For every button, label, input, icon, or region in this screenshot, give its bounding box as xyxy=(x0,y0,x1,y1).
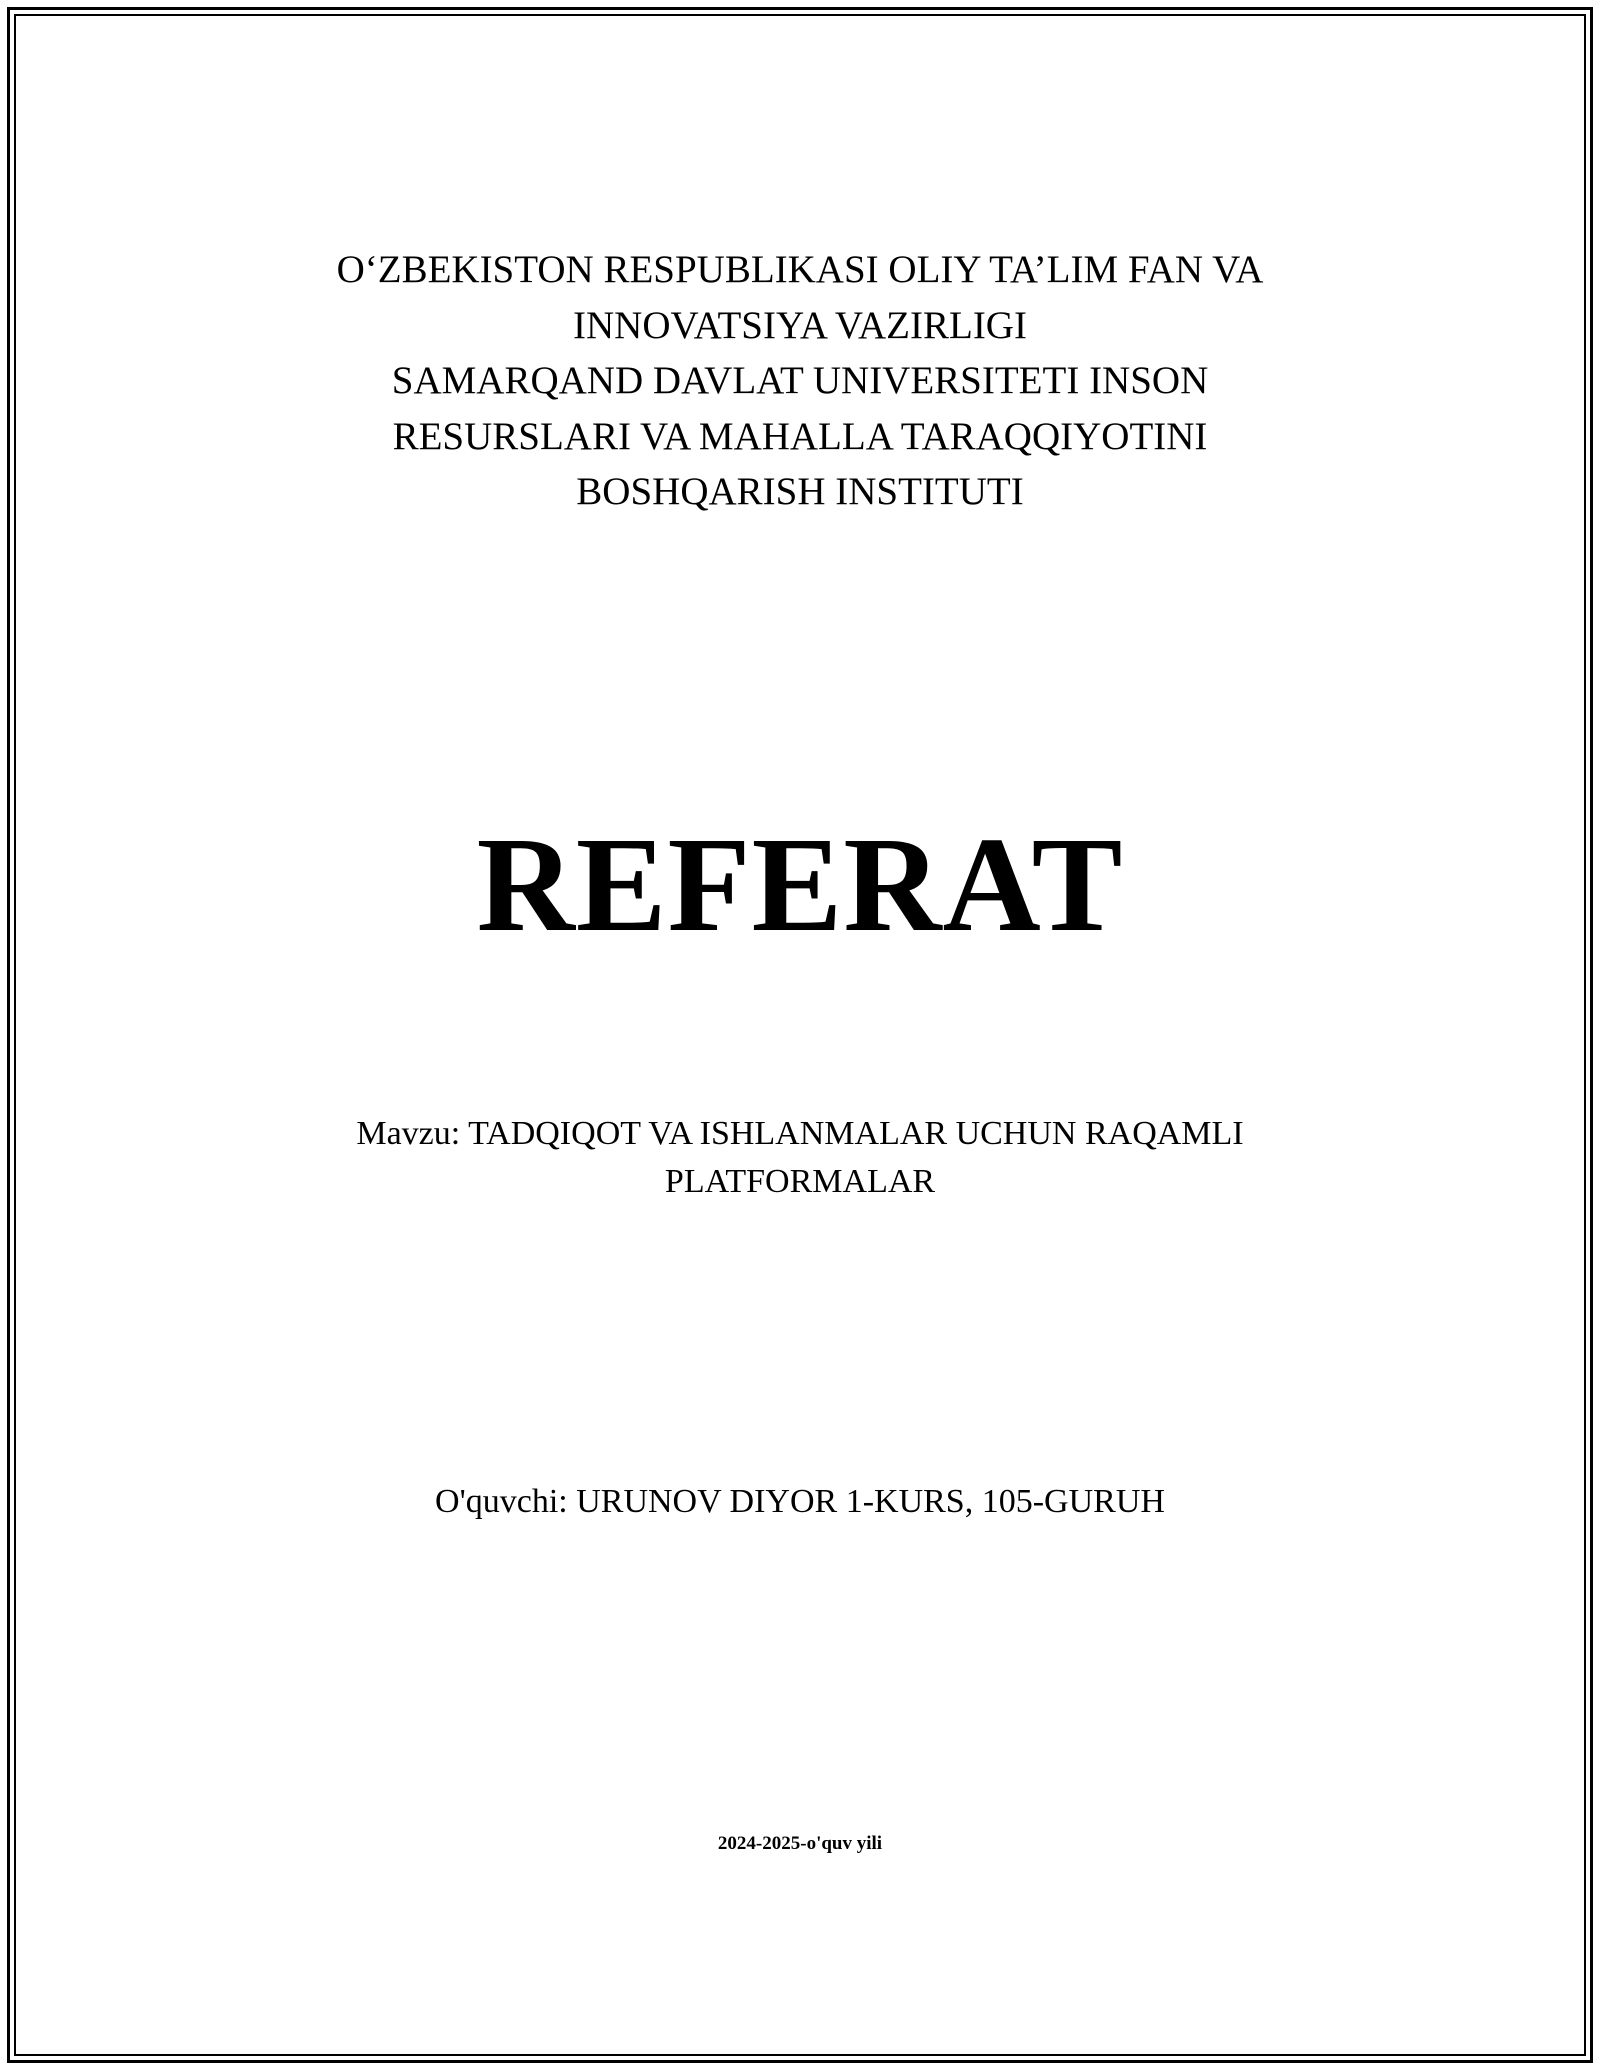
document-title: REFERAT xyxy=(476,810,1124,960)
header-line: BOSHQARISH INSTITUTI xyxy=(576,470,1024,513)
topic-line: PLATFORMALAR xyxy=(664,1163,936,1200)
header-line: RESURSLARI VA MAHALLA TARAQQIYOTINI xyxy=(392,414,1208,458)
academic-year: 2024-2025-o'quv yili xyxy=(717,1833,883,1854)
institution-header xyxy=(0,242,1600,520)
header-line: INNOVATSIYA VAZIRLIGI xyxy=(573,303,1027,347)
header-line: O‘ZBEKISTON RESPUBLIKASI OLIY TA’LIM FAN VA xyxy=(336,248,1264,291)
student-info: O'quvchi: URUNOV DIYOR 1-KURS, 105-GURUH xyxy=(435,1483,1165,1520)
header-line: SAMARQAND DAVLAT UNIVERSITETI INSON xyxy=(391,359,1209,402)
topic-line: Mavzu: TADQIQOT VA ISHLANMALAR UCHUN RAQAMLI xyxy=(356,1115,1244,1152)
topic xyxy=(0,1110,1600,1206)
